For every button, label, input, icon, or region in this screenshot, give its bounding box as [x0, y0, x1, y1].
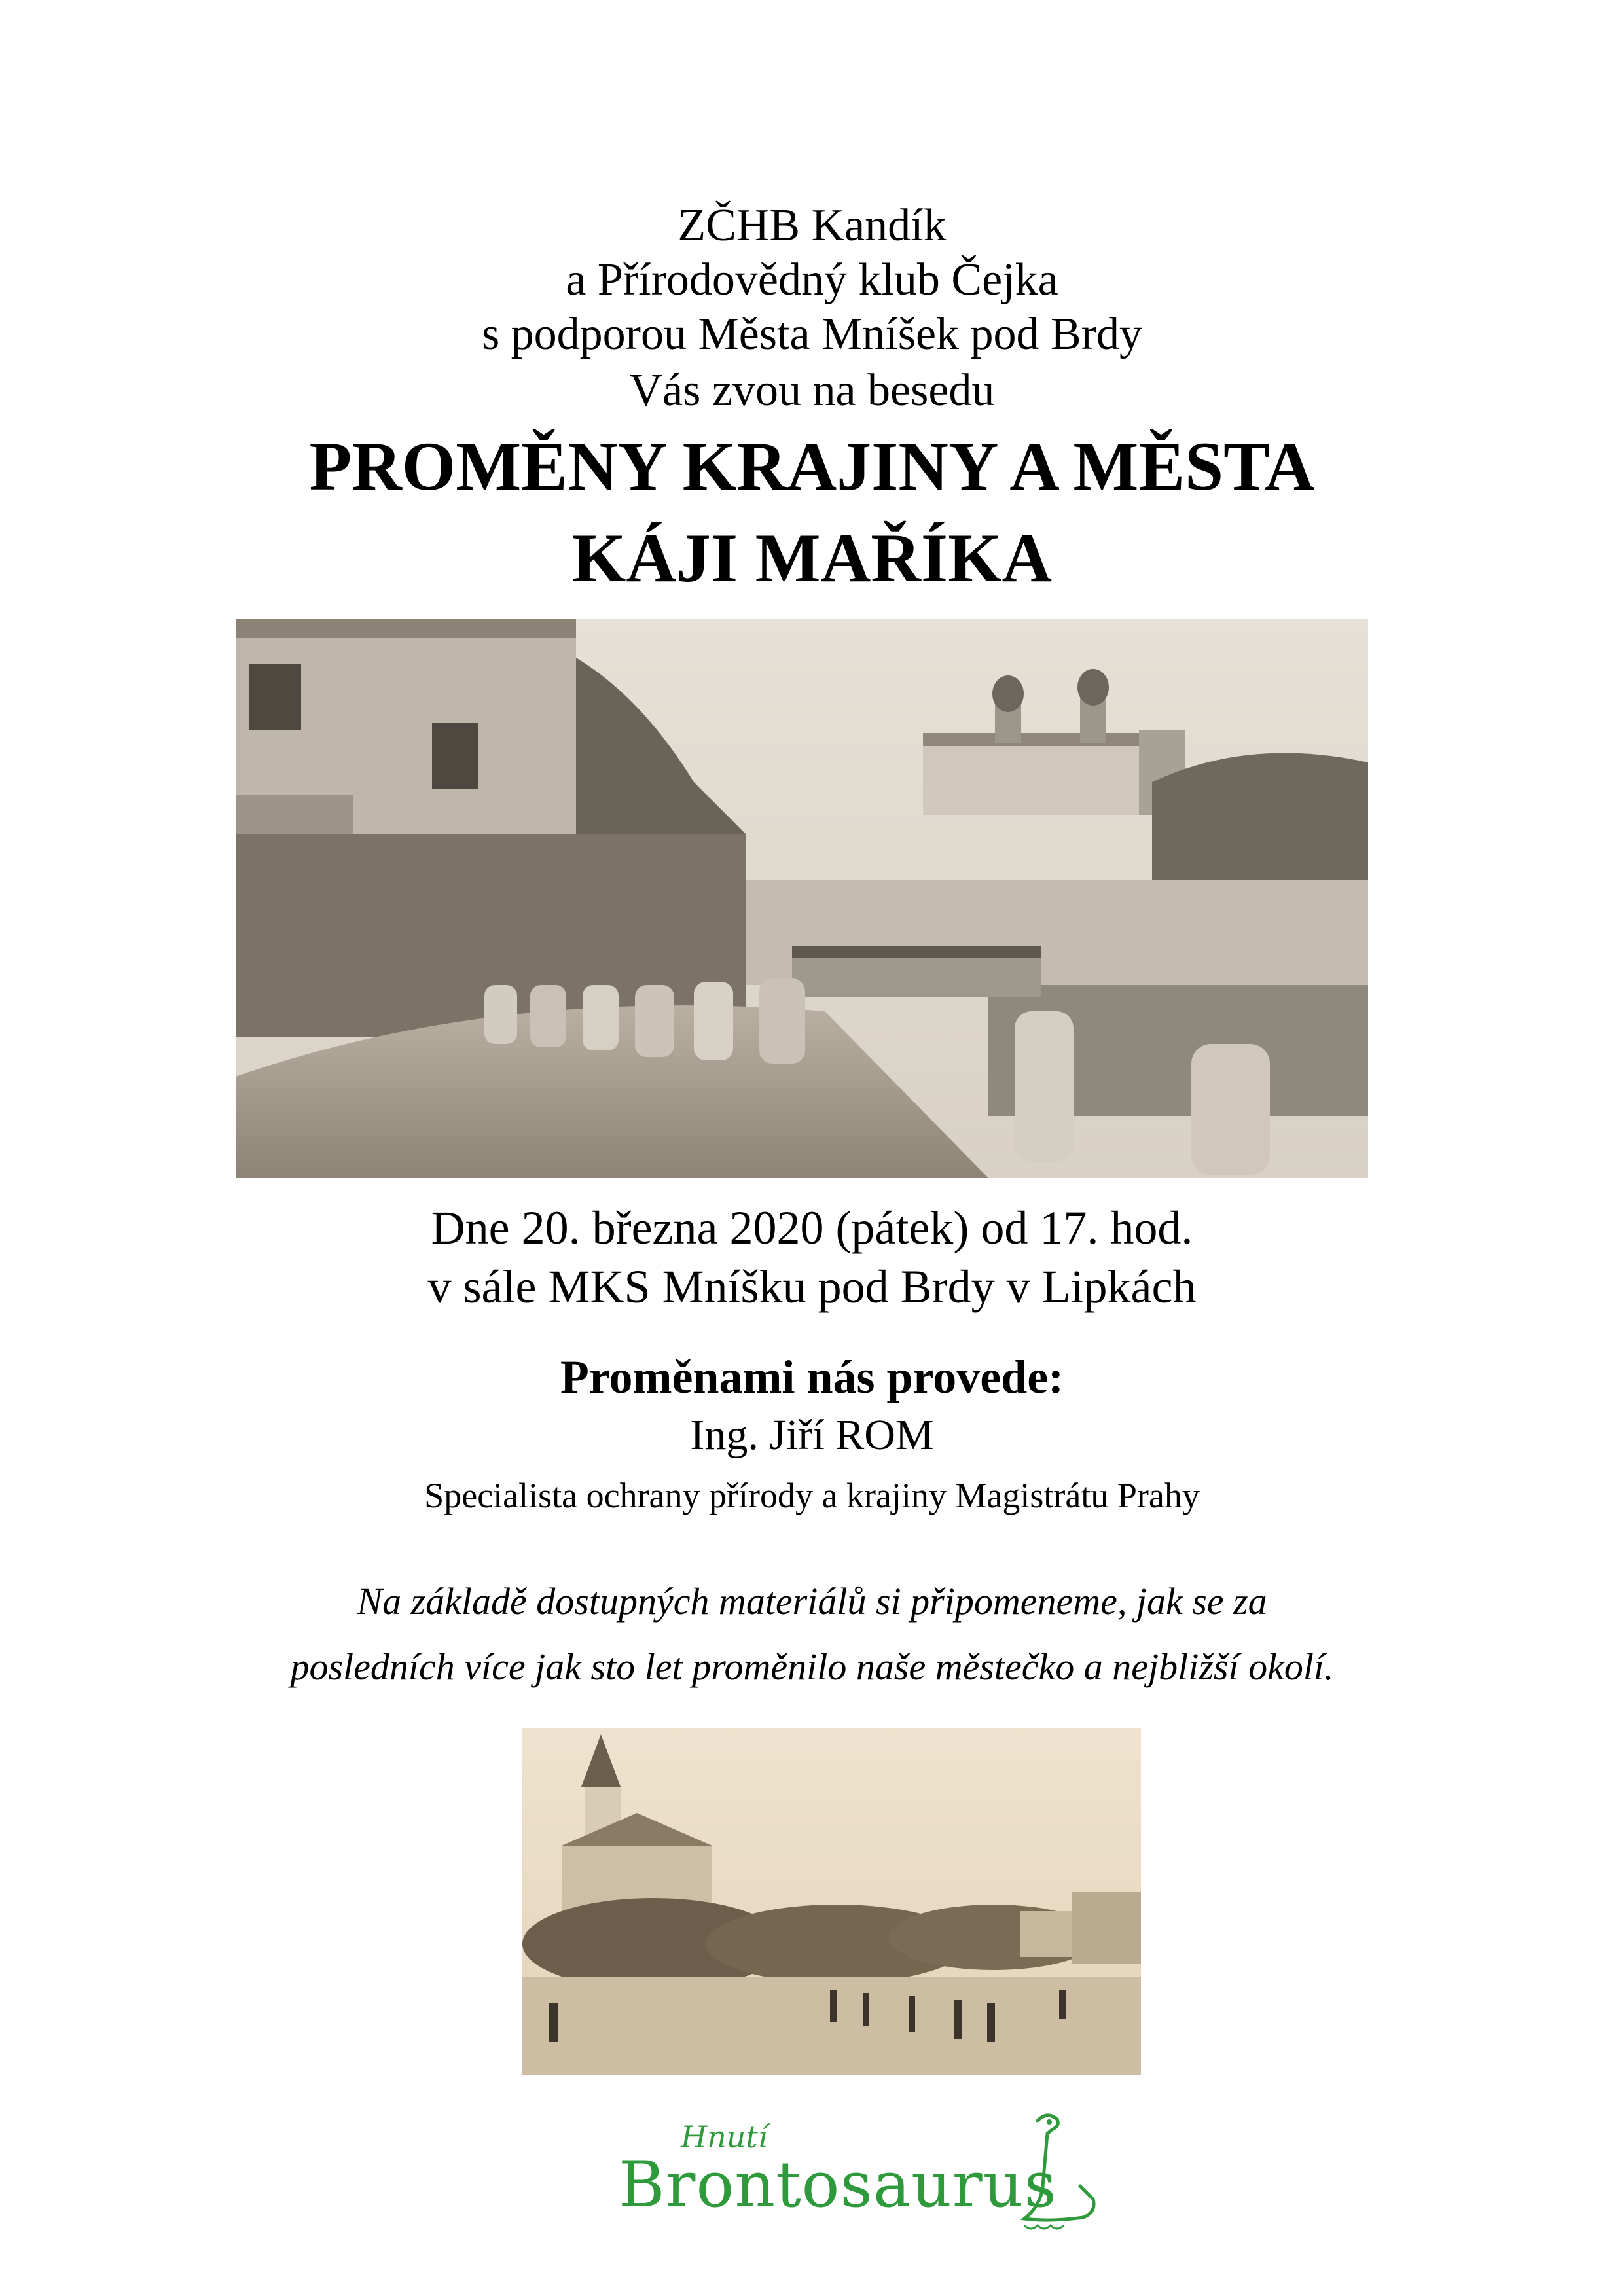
- historic-photo-town-castle: [236, 619, 1368, 1178]
- brontosaurus-logo: [619, 2108, 1142, 2251]
- intro-organizer: ZČHB Kandík: [677, 200, 947, 251]
- description-line1: Na základě dostupných materiálů si připomeneme, jak se za: [357, 1580, 1267, 1623]
- brontosaurus-icon: [1011, 2108, 1103, 2238]
- poster-title-line2: KÁJI MAŘÍKA: [571, 520, 1053, 596]
- guide-role: Specialista ochrany přírody a krajiny Magistrátu Prahy: [424, 1476, 1200, 1515]
- logo-big-text: Brontosaurus: [619, 2148, 1057, 2221]
- intro-co-organizer: a Přírodovědný klub Čejka: [566, 255, 1058, 305]
- description-line2: posledních více jak sto let proměnilo naše městečko a nejbližší okolí.: [290, 1645, 1334, 1688]
- guide-name: Ing. Jiří ROM: [690, 1411, 934, 1459]
- poster-title-line1: PROMĚNY KRAJINY A MĚSTA: [309, 428, 1315, 505]
- event-date: Dne 20. března 2020 (pátek) od 17. hod.: [431, 1202, 1193, 1254]
- intro-invitation: Vás zvou na besedu: [629, 365, 995, 416]
- intro-support: s podporou Města Mníšek pod Brdy: [481, 309, 1143, 359]
- guide-heading: Proměnami nás provede:: [560, 1351, 1064, 1403]
- logo-small-text: Hnutí: [681, 2119, 768, 2155]
- historic-photo-town-square: [522, 1728, 1141, 2075]
- event-venue: v sále MKS Mníšku pod Brdy v Lipkách: [427, 1261, 1197, 1313]
